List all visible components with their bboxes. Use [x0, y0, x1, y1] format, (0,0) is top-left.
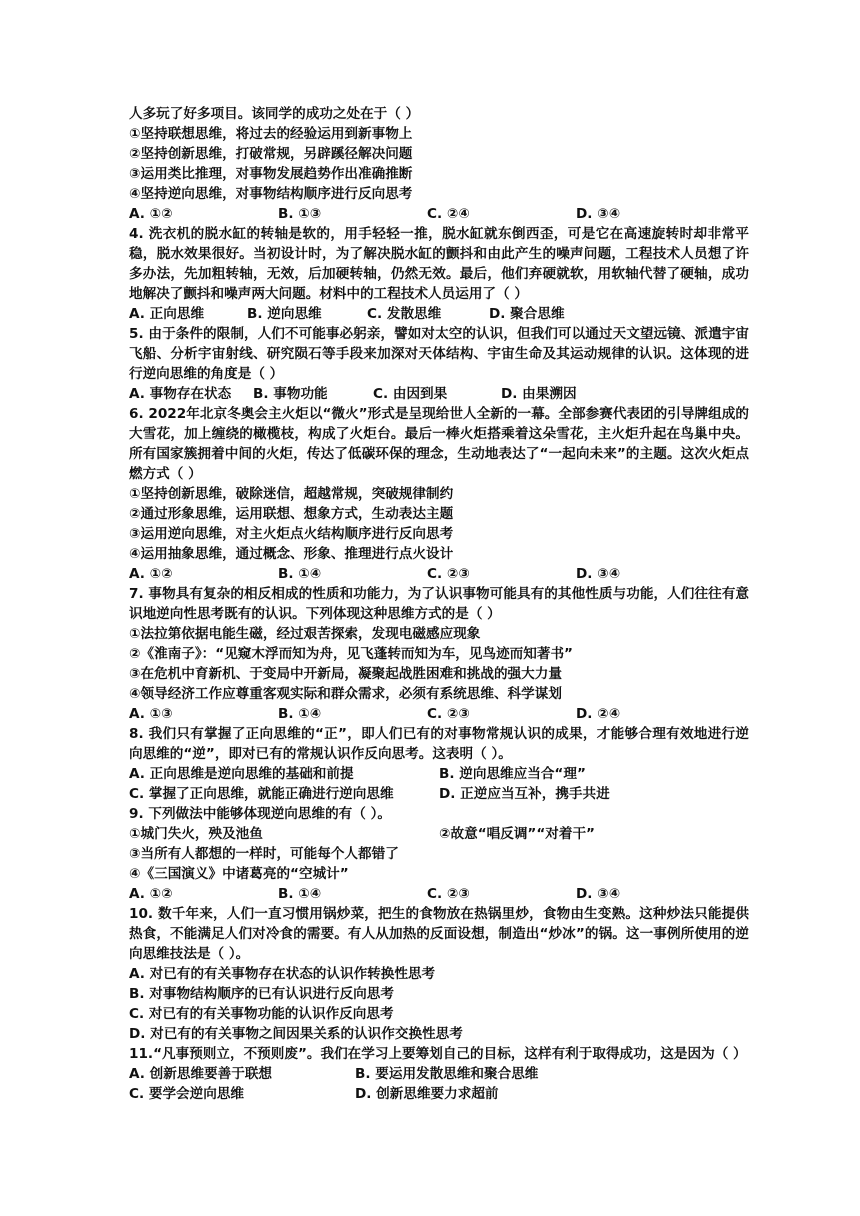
- answer-options-row-1: [129, 764, 749, 784]
- answer-options: [129, 704, 749, 724]
- option-a: A. ①②: [129, 886, 173, 902]
- statement-item: ③在危机中育新机、于变局中开新局，凝聚起战胜困难和挑战的强大力量: [129, 666, 562, 682]
- question-7: [129, 584, 749, 724]
- statement-item: ①法拉第依据电能生磁，经过艰苦探索，发现电磁感应现象: [129, 626, 481, 642]
- statement-item: ④运用抽象思维，通过概念、形象、推理进行点火设计: [129, 546, 454, 562]
- option-d: D. 正逆应当互补，携手共进: [439, 786, 610, 802]
- option-b: B. 对事物结构顺序的已有认识进行反向思考: [129, 986, 394, 1002]
- statement-item: ①城门失火，殃及池鱼: [129, 826, 263, 842]
- question-4: [129, 224, 749, 324]
- question-stem: 5. 由于条件的限制，人们不可能事必躬亲，譬如对太空的认识，但我们可以通过天文望远镜、派遣宇宙飞船、分析宇宙射线、研究陨石等手段来加深对天体结构、宇宙生命及其运动规律的认识。这体现的进行逆向思维的角度是（ ）: [129, 326, 749, 382]
- answer-options: [129, 384, 749, 404]
- option-c: C. 发散思维: [367, 306, 442, 322]
- option-b: B. 要运用发散思维和聚合思维: [355, 1066, 539, 1082]
- option-d: D. ②④: [576, 706, 621, 722]
- option-c: C. ②③: [427, 706, 470, 722]
- option-d: D. ③④: [576, 566, 621, 582]
- option-b: B. 逆向思维应当合“理”: [439, 766, 586, 782]
- question-stem: 6. 2022年北京冬奥会主火炬以“微火”形式是呈现给世人全新的一幕。全部参赛代表团的引导牌组成的大雪花，加上缠绕的橄榄枝，构成了火炬台。最后一棒火炬搭乘着这朵雪花，主火炬升起在鸟巢中央。所有国家簇拥着中间的火炬，传达了低碳环保的理念，生动地表达了“一起向未来”的主题。这次火炬点燃方式（ ）: [129, 406, 749, 482]
- option-b: B. ①④: [278, 886, 322, 902]
- answer-options-row-2: [129, 784, 749, 804]
- statement-item: ③运用类比推理，对事物发展趋势作出准确推断: [129, 166, 413, 182]
- question-5: [129, 324, 749, 404]
- question-stem: 9. 下列做法中能够体现逆向思维的有（ ）。: [129, 806, 391, 822]
- question-10: [129, 904, 749, 1044]
- question-stem: 8. 我们只有掌握了正向思维的“正”，即人们已有的对事物常规认识的成果，才能够合理有效地进行逆向思维的“逆”，即对已有的常规认识作反向思考。这表明（ ）。: [129, 726, 749, 762]
- statement-row: [129, 824, 749, 844]
- answer-options: [129, 204, 749, 224]
- option-a: A. 事物存在状态: [129, 386, 232, 402]
- option-b: B. ①④: [278, 706, 322, 722]
- option-d: D. ③④: [576, 206, 621, 222]
- option-b: B. 事物功能: [253, 386, 328, 402]
- option-d: D. 由果溯因: [501, 386, 577, 402]
- question-3: [129, 104, 749, 224]
- option-c: C. ②④: [427, 206, 470, 222]
- statement-item: ①坚持联想思维，将过去的经验运用到新事物上: [129, 126, 413, 142]
- option-b: B. ①④: [278, 566, 322, 582]
- option-d: D. 对已有的有关事物之间因果关系的认识作交换性思考: [129, 1026, 463, 1042]
- question-11: [129, 1044, 749, 1104]
- option-a: A. 正向思维是逆向思维的基础和前提: [129, 766, 354, 782]
- question-8: [129, 724, 749, 804]
- answer-options-row-2: [129, 1084, 749, 1104]
- option-a: A. ①②: [129, 566, 173, 582]
- option-a: A. 创新思维要善于联想: [129, 1066, 273, 1082]
- option-c: C. 掌握了正向思维，就能正确进行逆向思维: [129, 786, 394, 802]
- answer-options: [129, 304, 749, 324]
- option-a: A. 对已有的有关事物存在状态的认识作转换性思考: [129, 966, 436, 982]
- option-b: B. 逆向思维: [247, 306, 322, 322]
- option-d: D. 创新思维要力求超前: [355, 1086, 499, 1102]
- question-stem: 11.“凡事预则立，不预则废”。我们在学习上要筹划自己的目标，这样有利于取得成功，这是因为（ ）: [129, 1046, 747, 1062]
- option-b: B. ①③: [278, 206, 322, 222]
- option-a: A. ①②: [129, 206, 173, 222]
- option-a: A. ①③: [129, 706, 173, 722]
- statement-item: ②故意“唱反调”“对着干”: [439, 826, 595, 842]
- statement-item: ④领导经济工作应尊重客观实际和群众需求，必须有系统思维、科学谋划: [129, 686, 562, 702]
- statement-item: ②通过形象思维，运用联想、想象方式，生动表达主题: [129, 506, 454, 522]
- question-stem: 人多玩了好多项目。该同学的成功之处在于（ ）: [129, 106, 420, 122]
- question-9: [129, 804, 749, 904]
- question-stem: 7. 事物具有复杂的相反相成的性质和功能力，为了认识事物可能具有的其他性质与功能，人们往往有意识地逆向性思考既有的认识。下列体现这种思维方式的是（ ）: [129, 586, 749, 622]
- statement-item: ③当所有人都想的一样时，可能每个人都错了: [129, 846, 399, 862]
- answer-options-row-1: [129, 1064, 749, 1084]
- option-d: D. 聚合思维: [489, 306, 565, 322]
- option-c: C. 要学会逆向思维: [129, 1086, 245, 1102]
- option-c: C. ②③: [427, 566, 470, 582]
- option-c: C. 由因到果: [373, 386, 448, 402]
- answer-options: [129, 564, 749, 584]
- question-stem: 10. 数千年来，人们一直习惯用锅炒菜，把生的食物放在热锅里炒，食物由生变熟。这种炒法只能提供热食，不能满足人们对冷食的需要。有人从加热的反面设想，制造出“炒冰”的锅。这一事例所使用的逆向思维技法是（ ）。: [129, 906, 749, 962]
- option-c: C. 对已有的有关事物功能的认识作反向思考: [129, 1006, 394, 1022]
- question-list: [129, 104, 749, 1104]
- statement-item: ②坚持创新思维，打破常规，另辟蹊径解决问题: [129, 146, 413, 162]
- option-a: A. 正向思维: [129, 306, 205, 322]
- answer-options: [129, 884, 749, 904]
- question-6: [129, 404, 749, 584]
- option-d: D. ③④: [576, 886, 621, 902]
- statement-item: ④《三国演义》中诸葛亮的“空城计”: [129, 866, 349, 882]
- question-stem: 4. 洗衣机的脱水缸的转轴是软的，用手轻轻一推，脱水缸就东倒西歪，可是它在高速旋转时却非常平稳，脱水效果很好。当初设计时，为了解决脱水缸的颤抖和由此产生的噪声问题，工程技术人员想了许多办法，先加粗转轴，无效，后加硬转轴，仍然无效。最后，他们弃硬就软，用软轴代替了硬轴，成功地解决了颤抖和噪声两大问题。材料中的工程技术人员运用了（ ）: [129, 226, 749, 302]
- statement-item: ③运用逆向思维，对主火炬点火结构顺序进行反向思考: [129, 526, 454, 542]
- statement-item: ④坚持逆向思维，对事物结构顺序进行反向思考: [129, 186, 413, 202]
- option-c: C. ②③: [427, 886, 470, 902]
- statement-item: ①坚持创新思维，破除迷信，超越常规，突破规律制约: [129, 486, 454, 502]
- statement-item: ②《淮南子》：“见窥木浮而知为舟，见飞蓬转而知为车，见鸟迹而知著书”: [129, 646, 573, 662]
